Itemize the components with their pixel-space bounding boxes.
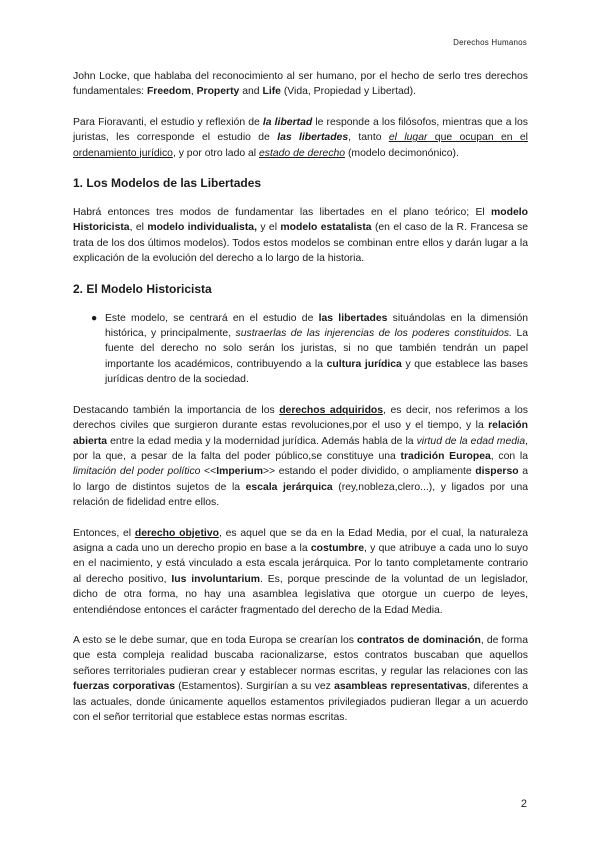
term-derechos-adquiridos: derechos adquiridos xyxy=(279,404,384,416)
paragraph-modelos: Habrá entonces tres modos de fundamentar las libertades en el plano teórico; El modelo Historicista, el modelo individualista, y el modelo estatalista (en el caso de la R. Francesa se trata de los dos últimos modelos). Todos estos modelos se combinan entre ellos y darán lugar a la explicación de la evolución del derecho a lo largo de la historia. xyxy=(73,207,528,265)
term-life: Life xyxy=(262,86,281,98)
term-freedom: Freedom xyxy=(146,86,191,98)
term-las-libertades: las libertades xyxy=(277,132,349,144)
term-modelo-individualista: modelo individualista, xyxy=(147,222,257,234)
paragraph-locke: John Locke, que hablaba del reconocimiento al ser humano, por el hecho de serlo tres derechos fundamentales: Freedom, Property and Life (Vida, Propiedad y Libertad). xyxy=(73,71,528,98)
bullet-icon: ● xyxy=(91,312,98,324)
running-header: Derechos Humanos xyxy=(453,38,527,47)
term-estado-de-derecho: estado de derecho xyxy=(259,147,346,159)
paragraph-fioravanti: Para Fioravanti, el estudio y reflexión de la libertad le responde a los filósofos, mientras que a los juristas, les corresponde el estudio de las libertades, tanto el lugar que ocupan en el ordenamiento jurídico, y por otro lado al estado de derecho (modelo decimonónico). xyxy=(73,116,528,159)
term-la-libertad: la libertad xyxy=(262,116,313,128)
section-heading-2: 2. El Modelo Historicista xyxy=(73,281,212,296)
term-modelo-historicista: modelo Historicista xyxy=(73,207,528,234)
section-heading-1: 1. Los Modelos de las Libertades xyxy=(73,176,262,191)
paragraph-contratos: A esto se le debe sumar, que en toda Europa se crearían los contratos de dominación, de forma que esta compleja realidad buscaba racionalizarse, estos contratos buscaban que aquellos señores territoriales pudieran crear y establecer normas escritas, y regular las relaciones con las fuerzas corporativas (Estamentos). Surgirían a su vez asambleas representativas, diferentes a las actuales, donde únicamente aquellos estamentos privilegiados pudieran llegar a un acuerdo con el señor territorial que establece estas normas escritas. xyxy=(73,634,529,723)
paragraph-derechos-adquiridos: Destacando también la importancia de los derechos adquiridos, es decir, nos referimos a los derechos civiles que surgieron durante estas revoluciones,por el uso y el tiempo, y la relación abierta entre la edad media y la modernidad jurídica. Además habla de la virtud de la edad media, por la que, a pesar de la falta del poder público,se constituye una tradición Europea, con la limitación del poder político <<Imperium>> estando el poder dividido, o ampliamente disperso a lo largo de distintos sujetos de la escala jerárquica (rey,nobleza,clero...), y ligados por una relación de fidelidad entre ellos. xyxy=(73,404,529,509)
term-derecho-objetivo: derecho objetivo xyxy=(134,527,219,539)
bullet-list xyxy=(73,311,528,388)
term-property: Property xyxy=(196,86,240,98)
paragraph-derecho-objetivo: Entonces, el derecho objetivo, es aquel que se da en la Edad Media, por el cual, la naturaleza asigna a cada uno un derecho propio en base a la costumbre, y que atribuye a cada uno lo suyo en el nacimiento, y está vinculado a esta escala jerárquica. Por lo tanto completamente contrario al derecho positivo, Ius involuntarium. Es, porque prescinde de la voluntad de un legislador, dicho de otra forma, no hay una asamblea legislativa que otorgue un cuerpo de leyes, entendiéndose entonces el carácter fragmentado del derecho de la Edad Media. xyxy=(73,527,528,616)
term-el-lugar: el lugar xyxy=(388,132,428,144)
page-content xyxy=(73,69,528,740)
page-number: 2 xyxy=(520,798,527,810)
list-item: ● Este modelo, se centrará en el estudio de las libertades situándolas en la dimensión histórica, y principalmente, sustraerlas de las injerencias de los poderes constituidos. La fuente del derecho no solo serán los juristas, si no que también tendrán un papel importante los académicos, contribuyendo a la cultura jurídica y que establece las bases jurídicas dentro de la sociedad. xyxy=(91,312,529,386)
term-modelo-estatalista: modelo estatalista xyxy=(280,222,372,234)
